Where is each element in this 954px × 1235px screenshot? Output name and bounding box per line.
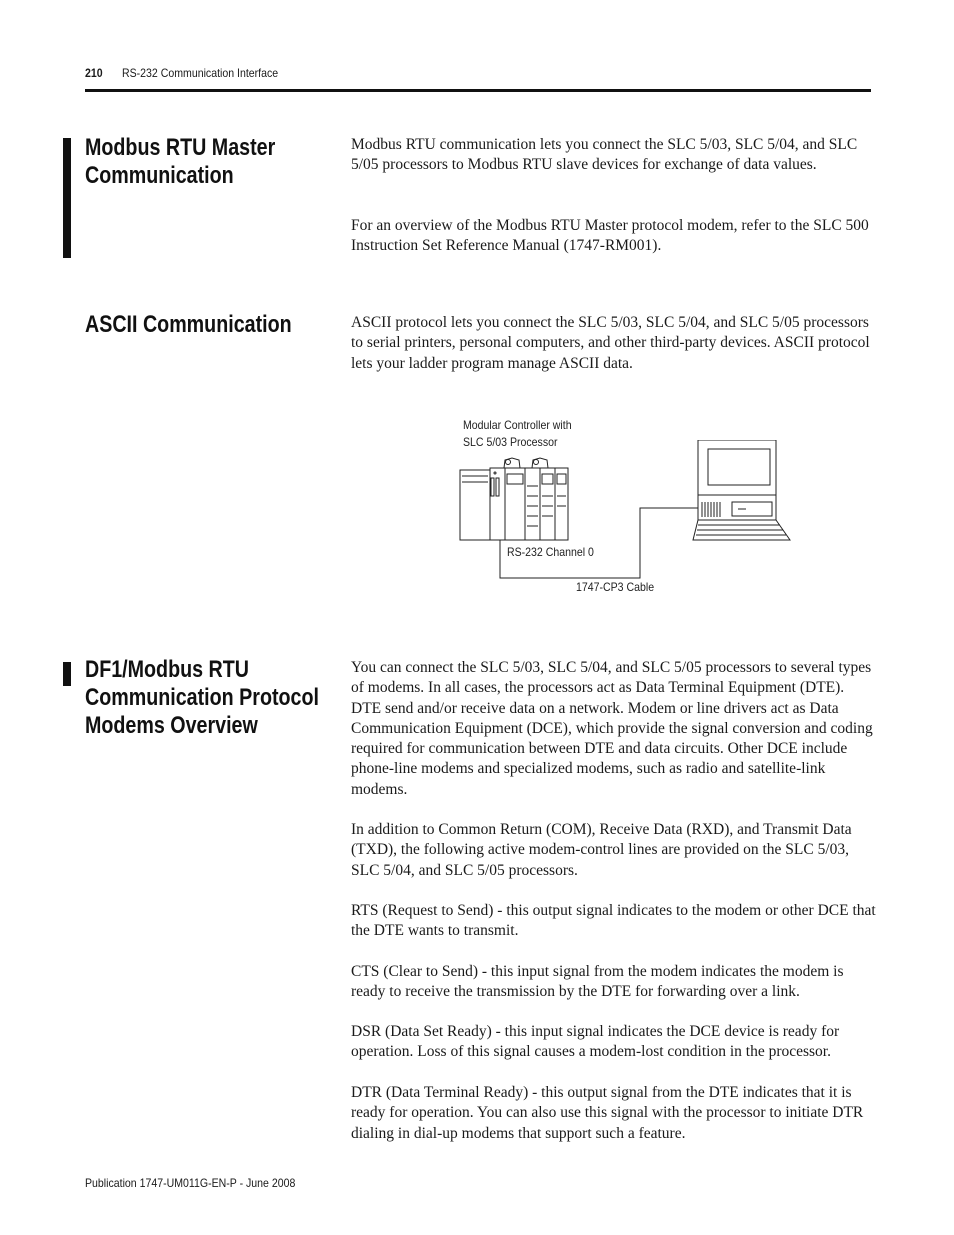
header-rule (85, 89, 871, 92)
section-heading-modbus-rtu-master (85, 134, 275, 190)
paragraph: CTS (Clear to Send) - this input signal from the modem indicates the modem is ready to receive the transmission by the DTE for forwarding over a link. (351, 963, 844, 1001)
change-bar (63, 662, 71, 686)
publication-footer: Publication 1747-UM011G-EN-P - June 2008 (85, 1176, 296, 1190)
heading-line: DF1/Modbus RTU (85, 656, 249, 683)
paragraph: Modbus RTU communication lets you connect the SLC 5/03, SLC 5/04, and SLC 5/05 processors to Modbus RTU slave devices for exchange of data values. (351, 136, 858, 174)
paragraph: DTR (Data Terminal Ready) - this output signal from the DTE indicates that it is ready for operation. You can also use this signal with the processor to initiate DTR dialing in dial-up modems that support such a feature. (351, 1084, 864, 1142)
heading-line: Modbus RTU Master (85, 134, 276, 161)
caption-line: SLC 5/03 Processor (463, 435, 558, 449)
heading-line: Communication (85, 162, 234, 189)
caption-line: Modular Controller with (463, 418, 572, 432)
section-heading-modems-overview (85, 656, 319, 740)
heading-line: Modems Overview (85, 712, 258, 739)
rs232-channel-label: RS-232 Channel 0 (507, 545, 594, 559)
ascii-connection-diagram (440, 440, 800, 590)
running-title: RS-232 Communication Interface (121, 66, 279, 80)
section-heading-ascii-communication (85, 311, 292, 339)
paragraph: You can connect the SLC 5/03, SLC 5/04, and SLC 5/05 processors to several types of modems. In all cases, the processors act as Data Terminal Equipment (DTE). DTE send and/or receive data on a network. Modem or line drivers act as Data Communication Equipment (DCE), which provide the signal conversion and coding required for communication between DTE and data circuits. Other DCE include phone-line modems and specialized modems, such as radio and satellite-link modems. (351, 659, 873, 798)
heading-line: ASCII Communication (85, 311, 292, 338)
paragraph: RTS (Request to Send) - this output signal indicates to the modem or other DCE that the DTE wants to transmit. (351, 902, 876, 940)
cable-label: 1747-CP3 Cable (576, 580, 655, 594)
cp3-cable-line (500, 508, 698, 578)
paragraph: DSR (Data Set Ready) - this input signal indicates the DCE device is ready for operation. Loss of this signal causes a modem-lost condition in the processor. (351, 1023, 840, 1061)
slc-controller-icon (460, 458, 568, 540)
running-header (85, 66, 278, 80)
page-number: 210 (85, 66, 103, 80)
paragraph: For an overview of the Modbus RTU Master protocol modem, refer to the SLC 500 Instruction Set Reference Manual (1747-RM001). (351, 217, 869, 255)
personal-computer-icon (693, 440, 790, 540)
heading-line: Communication Protocol (85, 684, 319, 711)
paragraph: In addition to Common Return (COM), Receive Data (RXD), and Transmit Data (TXD), the following active modem-control lines are provided on the SLC 5/03, SLC 5/04, and SLC 5/05 processors. (351, 821, 852, 879)
change-bar (63, 138, 71, 258)
paragraph: ASCII protocol lets you connect the SLC 5/03, SLC 5/04, and SLC 5/05 processors to serial printers, personal computers, and other third-party devices. ASCII protocol lets your ladder program manage ASCII data. (351, 314, 870, 372)
